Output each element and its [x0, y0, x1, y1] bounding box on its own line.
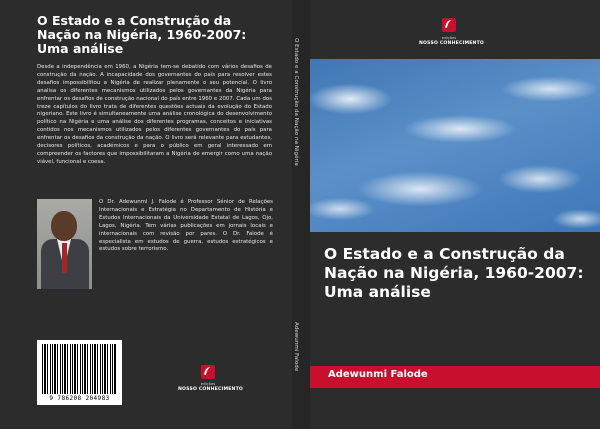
spine-title: O Estado e a Construção da Nação na Nigéria	[293, 38, 299, 166]
author-photo-tie	[62, 243, 67, 273]
front-cover-author: Adewunmi Falode	[328, 369, 428, 380]
spine-author: Adewunmi Falode	[293, 322, 299, 372]
cover-image-sky	[310, 59, 600, 232]
barcode	[37, 340, 122, 405]
publisher-name-front: NOSSO CONHECIMENTO	[419, 41, 485, 46]
back-cover-title: O Estado e a Construção da Nação na Nigéria, 1960-2007: Uma análise	[37, 13, 247, 56]
isbn-number: 9 786208 204983	[49, 395, 110, 402]
publisher-small-text-front: edições	[441, 35, 457, 40]
barcode-bars	[42, 344, 117, 394]
author-bio: O Dr. Adewunmi J. Falode é Professor Sénior de Relações Internacionais e Estratégia no Departamento de História e Estudos Internacionais da Universidade Estatal de Lagos, Ojo, Lagos, Nigéria. Tem várias publicações em jornais locais e internacionais com revisão por pares. O Dr. Falode é especialista em estudos de guerra, estudos estratégicos e estudos sobre terrorismo.	[99, 199, 273, 253]
publisher-name-back: NOSSO CONHECIMENTO	[178, 387, 244, 392]
front-cover-title: O Estado e a Construção da Nação na Nigéria, 1960-2007: Uma análise	[324, 245, 584, 301]
publisher-small-text-back: edições	[200, 381, 216, 386]
publisher-logo-icon	[442, 18, 456, 32]
author-photo-face	[51, 211, 77, 241]
back-cover-blurb: Desde a independência em 1960, a Nigéria tem-se debatido com vários desafios de construção da nação. A incapacidade dos governantes do país para resolver estes desafios impossibilitou a Nigéria de realizar plenamente o seu potencial. O livro analisa os diferentes mecanismos utilizados pelos governantes da Nigéria para enfrentar os desafios de construção nacional do país entre 1960 e 2007. Cada um dos treze capítulos do livro trata de diferentes questões actuais da evolução do Estado nigeriano. Este livro é simultaneamente uma análise cronológica do desenvolvimento político na Nigéria e uma análise dos diferentes programas, conceitos e iniciativas contidos nos mecanismos utilizados pelos diferentes governantes do país para enfrentar os desafios da construção da nação. O livro será relevante para estudantes, decisores políticos, académicos e para o público em geral interessado em compreender os factores que impossibilitaram a Nigéria de emergir como uma nação viável, funcional e coesa.	[37, 64, 272, 165]
author-photo	[37, 199, 92, 289]
publisher-logo-icon	[201, 365, 215, 379]
